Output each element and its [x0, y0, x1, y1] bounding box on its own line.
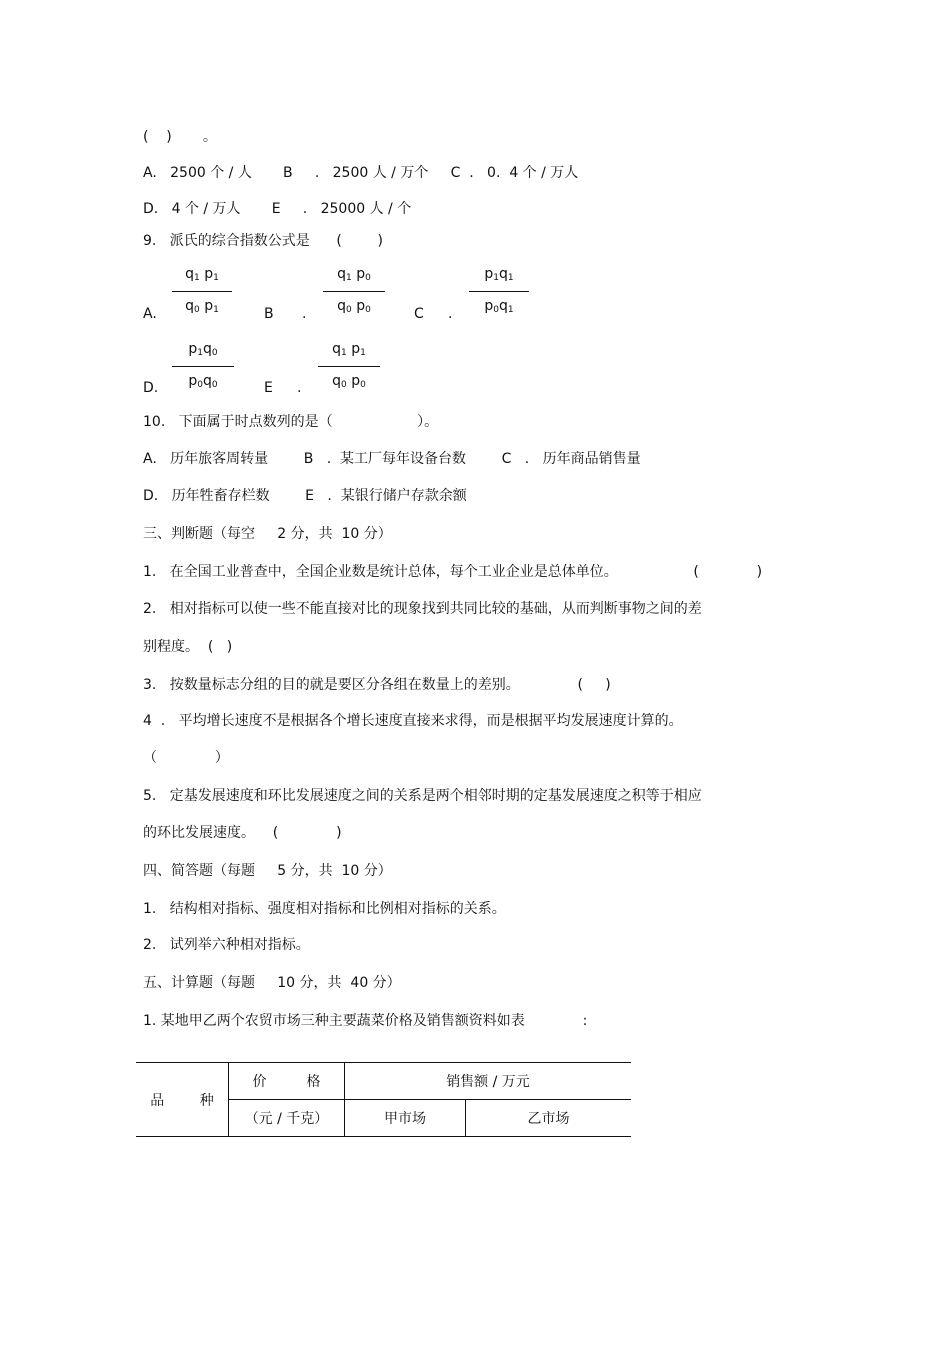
q9-option-b-dot: . [302, 306, 307, 322]
s4-item-1: 1. 结构相对指标、强度相对指标和比例相对指标的关系。 [143, 901, 506, 917]
header-price: 价 格 [229, 1063, 345, 1100]
header-market-a: 甲市场 [345, 1100, 466, 1137]
s3-item-4-line-1: 4 . 平均增长速度不是根据各个增长速度直接来求得，而是根据平均发展速度计算的。 [143, 713, 683, 729]
s3-item-2-line-1: 2. 相对指标可以使一些不能直接对比的现象找到共同比较的基础，从而判断事物之间的差 [143, 601, 702, 617]
section-5-heading: 五、计算题（每题 10 分，共 40 分） [143, 975, 401, 991]
q8-answer-paren: ( ) 。 [143, 129, 217, 145]
header-market-b: 乙市场 [466, 1100, 632, 1137]
q9-option-c-dot: . [448, 306, 453, 322]
q10-options-row-1: A. 历年旅客周转量 B . 某工厂每年设备台数 C . 历年商品销售量 [143, 451, 641, 467]
table-header-row-1 [136, 1063, 631, 1100]
q9-option-b-label: B [264, 306, 274, 322]
q9-option-d-label: D. [143, 380, 159, 396]
header-variety: 品 种 [136, 1063, 229, 1137]
s3-item-5-line-2: 的环比发展速度。 ( ) [143, 825, 342, 841]
price-sales-table [136, 1062, 631, 1137]
q9-question: 9. 派氏的综合指数公式是 ( ) [143, 233, 383, 249]
header-sales: 销售额 / 万元 [345, 1063, 632, 1100]
q9-formula-c: $p_1q_1$ $p_0q_1$ [469, 265, 529, 319]
q9-formula-a: $q_1$ $p_1$ $q_0$ $p_1$ [172, 265, 232, 319]
s3-item-4-line-2: （ ） [143, 750, 229, 766]
q9-formula-d: $p_1q_0$ $p_0q_0$ [172, 340, 234, 394]
s3-item-5-line-1: 5. 定基发展速度和环比发展速度之间的关系是两个相邻时期的定基发展速度之积等于相应 [143, 788, 702, 804]
s4-item-2: 2. 试列举六种相对指标。 [143, 937, 310, 953]
section-3-heading: 三、判断题（每空 2 分，共 10 分） [143, 526, 392, 542]
q9-option-a-label: A. [143, 306, 157, 322]
s3-item-1: 1. 在全国工业普查中，全国企业数是统计总体，每个工业企业是总体单位。 ( ) [143, 564, 763, 580]
q8-options-row-1: A. 2500 个 / 人 B . 2500 人 / 万个 C . 0. 4 个 / 万人 [143, 165, 579, 181]
q9-formula-e: $q_1$ $p_1$ $q_0$ $p_0$ [318, 340, 380, 394]
q10-options-row-2: D. 历年牲畜存栏数 E . 某银行储户存款余额 [143, 488, 467, 504]
q9-option-c-label: C [414, 306, 424, 322]
s3-item-2-line-2: 别程度。 ( ) [143, 639, 233, 655]
q9-option-e-label: E [264, 380, 273, 396]
q9-formula-b: $q_1$ $p_0$ $q_0$ $p_0$ [323, 265, 385, 319]
s3-item-3: 3. 按数量标志分组的目的就是要区分各组在数量上的差别。 ( ) [143, 677, 611, 693]
q10-question: 10. 下面属于时点数列的是（ ）。 [143, 414, 439, 430]
s5-item-1: 1. 某地甲乙两个农贸市场三种主要蔬菜价格及销售额资料如表 : [143, 1013, 588, 1029]
section-4-heading: 四、简答题（每题 5 分，共 10 分） [143, 863, 392, 879]
q8-options-row-2: D. 4 个 / 万人 E . 25000 人 / 个 [143, 201, 412, 217]
header-price-unit: （元 / 千克） [229, 1100, 345, 1137]
q9-option-e-dot: . [297, 380, 302, 396]
